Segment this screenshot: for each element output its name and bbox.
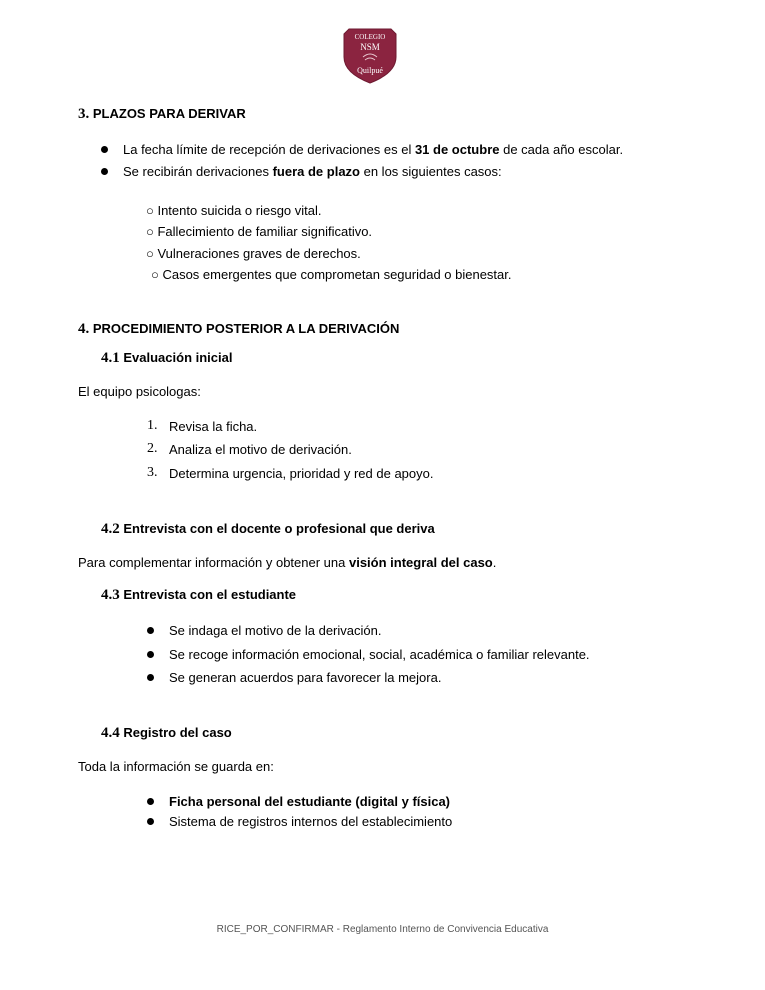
late-text-post: en los siguientes casos: — [360, 164, 502, 179]
paragraph — [78, 555, 496, 570]
section-4-heading — [78, 321, 399, 338]
subsection-number: 4.2 — [101, 521, 120, 537]
subsection-4-3-heading — [101, 587, 296, 604]
ordered-text: Analiza el motivo de derivación. — [169, 442, 352, 457]
subsection-4-4-heading — [101, 725, 232, 742]
list-item: Se indaga el motivo de la derivación. — [169, 623, 382, 638]
paragraph: El equipo psicologas: — [78, 384, 201, 399]
list-item-bold: Ficha personal del estudiante (digital y física) — [169, 794, 451, 809]
logo-line3: Quilpué — [357, 66, 383, 75]
list-item: Se recoge información emocional, social, académica o familiar relevante. — [169, 647, 590, 662]
ordered-text: Revisa la ficha. — [169, 419, 258, 434]
section-number: 4. — [78, 321, 90, 337]
bullet-icon — [147, 651, 154, 658]
sub-item: ○ Fallecimiento de familiar significativo. — [146, 224, 373, 239]
school-logo — [341, 25, 399, 85]
sub-item: ○ Vulneraciones graves de derechos. — [146, 246, 361, 261]
section-title: PROCEDIMIENTO POSTERIOR A LA DERIVACIÓN — [92, 321, 400, 336]
ordered-number: 3. — [147, 465, 158, 480]
paragraph-pre: Para complementar información y obtener una — [78, 555, 349, 570]
subsection-number: 4.4 — [101, 725, 120, 741]
ordered-item — [147, 417, 258, 434]
ordered-item — [147, 464, 434, 481]
subsection-title: Registro del caso — [123, 725, 232, 740]
section-number: 3. — [78, 106, 90, 122]
list-item: Sistema de registros internos del establecimiento — [169, 814, 453, 829]
subsection-number: 4.1 — [101, 350, 120, 366]
sub-item: ○ Casos emergentes que comprometan seguridad o bienestar. — [151, 267, 512, 282]
ordered-number: 1. — [147, 418, 158, 433]
ordered-item — [147, 440, 352, 457]
subsection-title: Evaluación inicial — [123, 350, 233, 365]
subsection-number: 4.3 — [101, 587, 120, 603]
list-item: Se generan acuerdos para favorecer la mejora. — [169, 670, 442, 685]
logo-line1: COLEGIO — [354, 33, 386, 41]
ordered-text: Determina urgencia, prioridad y red de apoyo. — [169, 466, 434, 481]
sub-item: ○ Intento suicida o riesgo vital. — [146, 203, 322, 218]
bullet-icon — [147, 627, 154, 634]
paragraph: Toda la información se guarda en: — [78, 759, 274, 774]
late-text-pre: Se recibirán derivaciones — [123, 164, 273, 179]
deadline-text-post: de cada año escolar. — [499, 142, 624, 157]
subsection-title: Entrevista con el docente o profesional que deriva — [123, 521, 435, 536]
shield-logo-icon — [341, 25, 399, 85]
deadline-text-pre: La fecha límite de recepción de derivaciones es el — [123, 142, 415, 157]
section-title: PLAZOS PARA DERIVAR — [92, 106, 246, 121]
paragraph-bold: visión integral del caso — [348, 555, 493, 570]
section-3-heading — [78, 106, 246, 123]
subsection-4-1-heading — [101, 350, 232, 367]
bullet-icon — [101, 168, 108, 175]
ordered-number: 2. — [147, 441, 158, 456]
subsection-title: Entrevista con el estudiante — [123, 587, 297, 602]
page-footer: RICE_POR_CONFIRMAR - Reglamento Interno de Convivencia Educativa — [216, 924, 549, 935]
deadline-date: 31 de octubre — [414, 142, 500, 157]
logo-line2: NSM — [360, 42, 380, 52]
late-referrals-text — [123, 164, 502, 179]
paragraph-post: . — [492, 555, 497, 570]
bullet-icon — [101, 146, 108, 153]
deadline-text — [123, 142, 623, 157]
list-item — [169, 794, 450, 809]
bullet-icon — [147, 818, 154, 825]
bullet-icon — [147, 674, 154, 681]
bullet-icon — [147, 798, 154, 805]
late-text-bold: fuera de plazo — [272, 164, 360, 179]
subsection-4-2-heading — [101, 521, 435, 538]
